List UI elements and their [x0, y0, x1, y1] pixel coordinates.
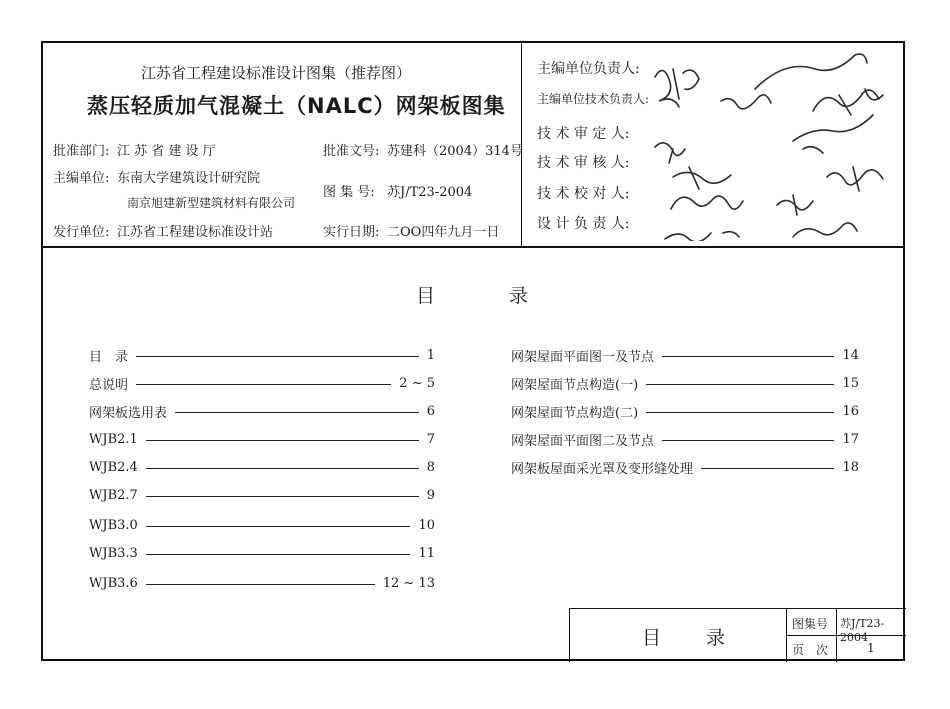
toc-item [511, 401, 859, 421]
toc-leader-line [146, 554, 411, 555]
toc-item-label: WJB2.4 [89, 459, 138, 475]
approval-dept-value: 江 苏 省 建 设 厅 [117, 144, 216, 159]
title-block-title-right: 录 [706, 627, 726, 649]
editor-unit-value-1: 东南大学建筑设计研究院 [117, 171, 261, 186]
publisher-value: 江苏省工程建设标准设计站 [117, 225, 274, 240]
toc-leader-line [146, 526, 411, 527]
toc-leader-line [146, 468, 419, 469]
toc-leader-line [136, 384, 391, 385]
role-design-lead: 设 计 负 责 人: [537, 216, 630, 232]
toc-heading-right: 录 [509, 285, 529, 307]
role-tech-approver: 技 术 审 定 人: [537, 126, 630, 142]
toc-item [89, 457, 435, 477]
toc-item-label: 网架屋面节点构造(一) [511, 377, 639, 393]
toc-item-label: 目 录 [89, 349, 129, 365]
toc-item [511, 457, 859, 477]
effective-date-value: 二OO四年九月一日 [387, 225, 500, 240]
role-tech-checker: 技 术 校 对 人: [537, 186, 630, 202]
signatures-graphic [643, 49, 901, 241]
series-title: 江苏省工程建设标准设计图集（推荐图） [141, 64, 412, 82]
toc-item-label: 网架板屋面采光罩及变形缝处理 [511, 461, 694, 477]
toc-item-label: 总说明 [89, 377, 129, 393]
toc-item-page: 2 ~ 5 [399, 375, 435, 391]
approval-no-value: 苏建科（2004）314号 [387, 144, 523, 159]
toc-item-page: 12 ~ 13 [382, 575, 435, 591]
title-block-atlas-value: 苏J/T23-2004 [840, 617, 885, 644]
toc-item-page: 18 [842, 459, 859, 475]
atlas-no-label: 图 集 号: [323, 185, 375, 200]
toc-item-label: WJB3.0 [89, 517, 138, 533]
toc-item-page: 6 [426, 403, 435, 419]
toc-leader-line [146, 440, 419, 441]
role-chief-editor: 主编单位负责人: [537, 61, 640, 77]
toc-leader-line [146, 584, 375, 585]
toc-item-label: WJB2.1 [89, 431, 138, 447]
role-tech-reviewer: 技 术 审 核 人: [537, 155, 630, 171]
role-tech-chief: 主编单位技术负责人: [537, 92, 650, 106]
title-block-page-label: 页 次 [792, 643, 829, 657]
toc-item-page: 17 [842, 431, 859, 447]
toc-item-page: 15 [842, 375, 859, 391]
toc-item-page: 8 [426, 459, 435, 475]
toc-item-label: 网架板选用表 [89, 405, 168, 421]
toc-heading-left: 目 [416, 285, 436, 307]
approval-dept-label: 批准部门: [53, 144, 110, 159]
toc-item [511, 429, 859, 449]
toc-item-page: 11 [418, 545, 435, 561]
toc-leader-line [646, 384, 834, 385]
toc-item-page: 10 [418, 517, 435, 533]
main-title: 蒸压轻质加气混凝土（NALC）网架板图集 [87, 94, 506, 118]
title-block-atlas-label: 图集号 [792, 617, 829, 631]
toc-item [511, 373, 859, 393]
toc-leader-line [646, 412, 834, 413]
title-block-title-left: 目 [642, 627, 662, 649]
toc-item [89, 515, 435, 535]
header-divider [521, 43, 522, 246]
publisher-label: 发行单位: [53, 225, 110, 240]
toc-item [89, 401, 435, 421]
toc-item-label: 网架屋面平面图二及节点 [511, 433, 655, 449]
toc-leader-line [146, 496, 419, 497]
atlas-no-value: 苏J/T23-2004 [387, 185, 473, 200]
toc-item-page: 7 [426, 431, 435, 447]
toc-item [89, 543, 435, 563]
toc-item [89, 429, 435, 449]
toc-item-page: 1 [426, 347, 435, 363]
effective-date-label: 实行日期: [323, 225, 380, 240]
editor-unit-value-2: 南京旭建新型建筑材料有限公司 [127, 196, 296, 210]
toc-item-page: 9 [426, 487, 435, 503]
approval-no-label: 批准文号: [323, 144, 380, 159]
toc-item-label: WJB2.7 [89, 487, 138, 503]
toc-item-label: WJB3.6 [89, 575, 138, 591]
toc-item-label: 网架屋面节点构造(二) [511, 405, 639, 421]
toc-leader-line [701, 468, 834, 469]
toc-item [89, 485, 435, 505]
toc-item [511, 345, 859, 365]
toc-leader-line [662, 440, 834, 441]
drawing-frame [41, 41, 905, 661]
toc-leader-line [136, 356, 419, 357]
title-block [569, 608, 906, 662]
toc-item-page: 16 [842, 403, 859, 419]
editor-unit-label: 主编单位: [53, 171, 110, 186]
toc-item-label: 网架屋面平面图一及节点 [511, 349, 655, 365]
toc-item [89, 345, 435, 365]
toc-item-label: WJB3.3 [89, 545, 138, 561]
toc-item [89, 373, 435, 393]
header-bottom-rule [43, 246, 903, 248]
toc-leader-line [662, 356, 834, 357]
toc-leader-line [175, 412, 419, 413]
toc-item [89, 573, 435, 593]
title-block-page-value: 1 [867, 641, 875, 655]
toc-item-page: 14 [842, 347, 859, 363]
